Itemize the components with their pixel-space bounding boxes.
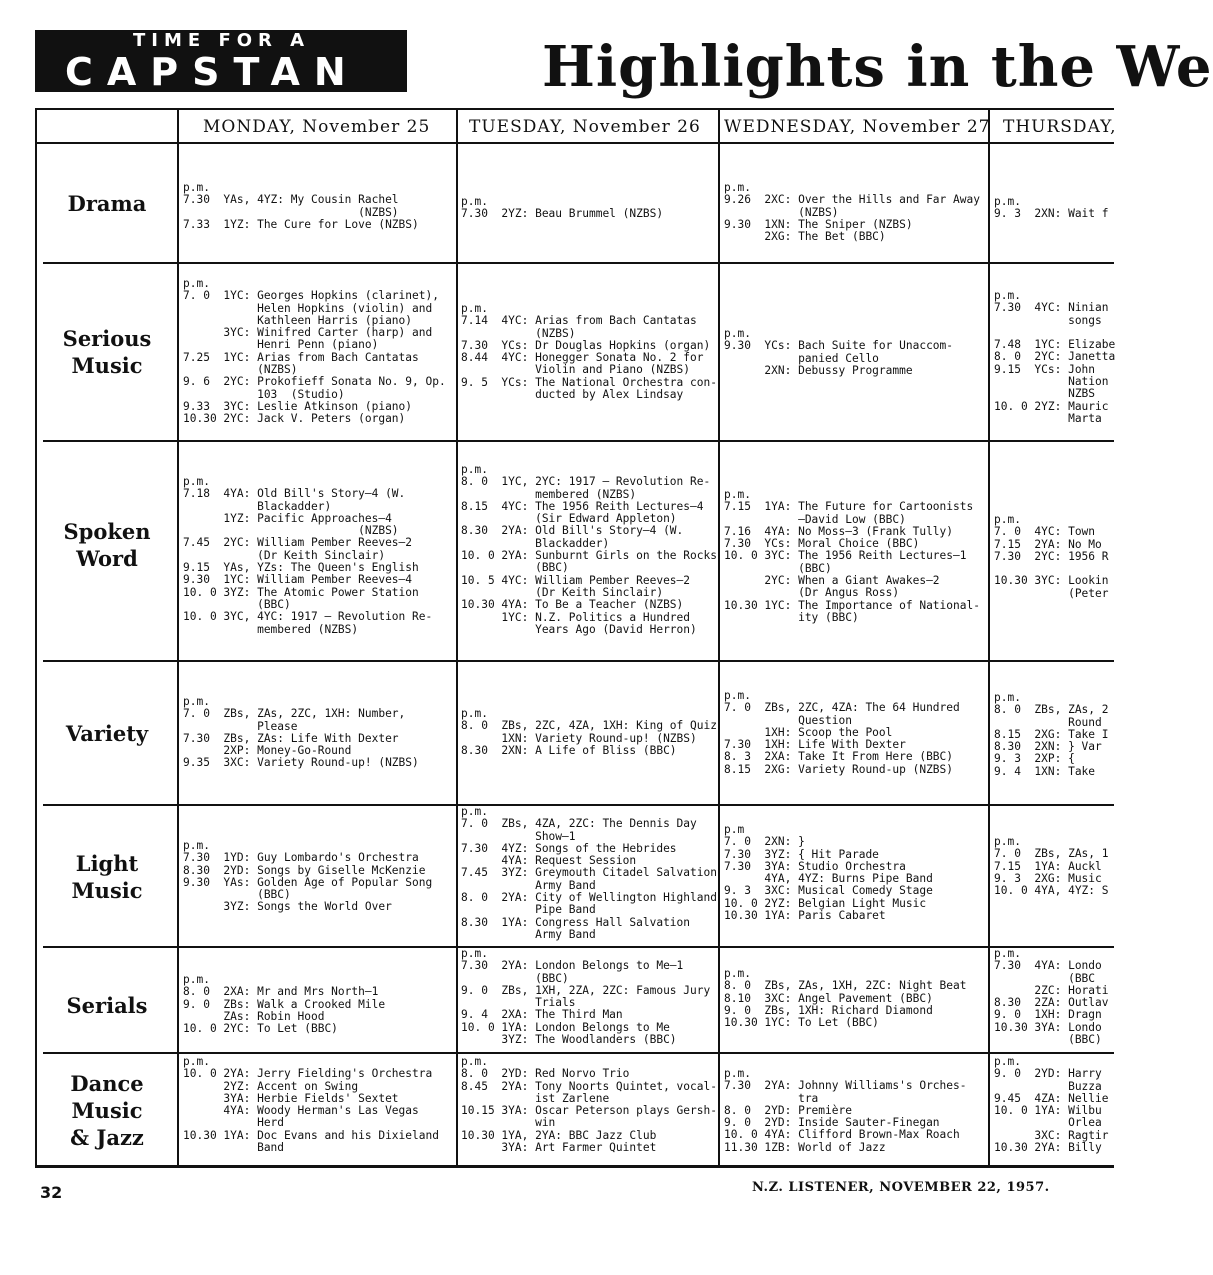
cell-drama-thursday: p.m. 9. 3 2XN: Wait f: [994, 195, 1109, 221]
column-rule: [718, 110, 720, 1165]
column-rule: [988, 110, 990, 1165]
day-header-tuesday: TUESDAY, November 26: [469, 117, 701, 137]
column-rule: [177, 110, 179, 1165]
page-headline: Highlights in the We: [542, 34, 1213, 100]
category-dance-music-jazz: Dance Music & Jazz: [70, 1071, 144, 1150]
cell-spoken-monday: p.m. 7.18 4YA: Old Bill's Story—4 (W. Blackadder) 1YZ: Pacific Approaches—4 (NZBS) 7.45 2YC: William Pember Reeves—2 (Dr Keith Sinclair) 9.15 YAs, YZs: The Queen's English 9.30 1YC: William Pember Reeves—4 10. 0 3YZ: The Atomic Power Station (BBC) 10. 0 3YC, 4YC: 1917 — Revolution Re- membered (NZBS): [183, 475, 433, 636]
banner-line-1: TIME FOR A: [133, 30, 311, 51]
day-header-wednesday: WEDNESDAY, November 27: [724, 117, 991, 137]
cell-serious-tuesday: p.m. 7.14 4YC: Arias from Bach Cantatas (NZBS) 7.30 YCs: Dr Douglas Hopkins (organ) 8.44 4YC: Honegger Sonata No. 2 for Violin and Piano (NZBS) 9. 5 YCs: The National Orchestra con- ducted by Alex Lindsay: [461, 302, 717, 402]
cell-variety-thursday: p.m. 8. 0 ZBs, ZAs, 2 Round 8.15 2XG: Take I 8.30 2XN: } Var 9. 3 2XP: { 9. 4 1XN: Take: [994, 691, 1109, 778]
category-light-music: Light Music: [71, 851, 143, 903]
cell-serious-monday: p.m. 7. 0 1YC: Georges Hopkins (clarinet), Helen Hopkins (violin) and Kathleen Harris (piano) 3YC: Winifred Carter (harp) and Henri Penn (piano) 7.25 1YC: Arias from Bach Cantatas (NZBS) 9. 6 2YC: Prokofieff Sonata No. 9, Op. 103 (Studio) 9.33 3YC: Leslie Atkinson (piano) 10.30 2YC: Jack V. Peters (organ): [183, 277, 446, 426]
cell-spoken-wednesday: p.m. 7.15 1YA: The Future for Cartoonists —David Low (BBC) 7.16 4YA: No Moss—3 (Frank Tully) 7.30 YCs: Moral Choice (BBC) 10. 0 3YC: The 1956 Reith Lectures—1 (BBC) 2YC: When a Giant Awakes—2 (Dr Angus Ross) 10.30 1YC: The Importance of National- ity (BBC): [724, 488, 980, 624]
page-number: 32: [40, 1183, 63, 1202]
cell-spoken-tuesday: p.m. 8. 0 1YC, 2YC: 1917 — Revolution Re- membered (NZBS) 8.15 4YC: The 1956 Reith Lectures—4 (Sir Edward Appleton) 8.30 2YA: Old Bill's Story—4 (W. Blackadder) 10. 0 2YA: Sunburnt Girls on the Rocks (BBC) 10. 5 4YC: William Pember Reeves—2 (Dr Keith Sinclair) 10.30 4YA: To Be a Teacher (NZBS) 1YC: N.Z. Politics a Hundred Years Ago (David Herron): [461, 463, 717, 636]
cell-light-monday: p.m. 7.30 1YD: Guy Lombardo's Orchestra 8.30 2YD: Songs by Giselle McKenzie 9.30 YAs: Golden Age of Popular Song (BBC) 3YZ: Songs the World Over: [183, 839, 433, 914]
cell-light-wednesday: p.m 7. 0 2XN: } 7.30 3YZ: { Hit Parade 7.30 3YA: Studio Orchestra 4YA, 4YZ: Burns Pipe Band 9. 3 3XC: Musical Comedy Stage 10. 0 2YZ: Belgian Light Music 10.30 1YA: Paris Cabaret: [724, 823, 933, 923]
day-header-monday: MONDAY, November 25: [203, 117, 431, 137]
cell-drama-wednesday: p.m. 9.26 2XC: Over the Hills and Far Away (NZBS) 9.30 1XN: The Sniper (NZBS) 2XG: The Bet (BBC): [724, 181, 980, 244]
capstan-banner: [35, 30, 407, 92]
row-rule: [43, 1052, 1114, 1054]
schedule-table: [35, 108, 1117, 1168]
row-rule: [37, 142, 1114, 144]
cell-dance-monday: p.m. 10. 0 2YA: Jerry Fielding's Orchestra 2YZ: Accent on Swing 3YA: Herbie Fields' Sextet 4YA: Woody Herman's Las Vegas Herd 10.30 1YA: Doc Evans and his Dixieland Band: [183, 1055, 439, 1155]
cell-dance-tuesday: p.m. 8. 0 2YD: Red Norvo Trio 8.45 2YA: Tony Noorts Quintet, vocal- ist Zarlene 10.15 3YA: Oscar Peterson plays Gersh- win 10.30 1YA, 2YA: BBC Jazz Club 3YA: Art Farmer Quintet: [461, 1055, 717, 1155]
cell-spoken-thursday: p.m. 7. 0 4YC: Town 7.15 2YA: No Mo 7.30 2YC: 1956 R 10.30 3YC: Lookin (Peter: [994, 513, 1109, 600]
cell-serious-thursday: p.m. 7.30 4YC: Ninian songs 7.48 1YC: Elizabe 8. 0 2YC: Janetta 9.15 YCs: John Nation NZBS 10. 0 2YZ: Mauric Marta: [994, 289, 1116, 425]
cell-serials-wednesday: p.m. 8. 0 ZBs, ZAs, 1XH, 2ZC: Night Beat 8.10 3XC: Angel Pavement (BBC) 9. 0 ZBs, 1XH: Richard Diamond 10.30 1YC: To Let (BBC): [724, 967, 967, 1030]
column-rule: [456, 110, 458, 1165]
cell-dance-wednesday: p.m. 7.30 2YA: Johnny Williams's Orches- tra 8. 0 2YD: Première 9. 0 2YD: Inside Sauter-Finegan 10. 0 4YA: Clifford Brown-Max Roach 11.30 1ZB: World of Jazz: [724, 1067, 967, 1154]
cell-dance-thursday: p.m. 9. 0 2YD: Harry Buzza 9.45 4ZA: Nellie 10. 0 1YA: Wilbu Orlea 3XC: Ragtir 10.30 2YA: Billy: [994, 1055, 1109, 1155]
row-rule: [43, 660, 1114, 662]
day-header-thursday: THURSDAY,: [1003, 117, 1117, 137]
cell-drama-monday: p.m. 7.30 YAs, 4YZ: My Cousin Rachel (NZBS) 7.33 1YZ: The Cure for Love (NZBS): [183, 181, 419, 231]
cell-variety-tuesday: p.m. 8. 0 ZBs, 2ZC, 4ZA, 1XH: King of Quiz 1XN: Variety Round-up! (NZBS) 8.30 2XN: A Life of Bliss (BBC): [461, 707, 717, 757]
banner-line-2: CAPSTAN: [65, 50, 360, 94]
cell-serious-wednesday: p.m. 9.30 YCs: Bach Suite for Unaccom- panied Cello 2XN: Debussy Programme: [724, 327, 954, 377]
cell-serials-tuesday: p.m. 7.30 2YA: London Belongs to Me—1 (BBC) 9. 0 ZBs, 1XH, 2ZA, 2ZC: Famous Jury Trials 9. 4 2XA: The Third Man 10. 0 1YA: London Belongs to Me 3YZ: The Woodlanders (BBC): [461, 947, 711, 1047]
cell-serials-thursday: p.m. 7.30 4YA: Londo (BBC 2ZC: Horati 8.30 2ZA: Outlav 9. 0 1XH: Dragn 10.30 3YA: Londo (BBC): [994, 947, 1109, 1047]
row-rule: [43, 262, 1114, 264]
category-serials: Serials: [66, 993, 148, 1018]
row-rule: [43, 440, 1114, 442]
cell-drama-tuesday: p.m. 7.30 2YZ: Beau Brummel (NZBS): [461, 195, 664, 221]
category-spoken-word: Spoken Word: [63, 519, 151, 571]
publication-line: N.Z. LISTENER, NOVEMBER 22, 1957.: [752, 1180, 1050, 1195]
category-variety: Variety: [65, 721, 149, 746]
cell-variety-monday: p.m. 7. 0 ZBs, ZAs, 2ZC, 1XH: Number, Please 7.30 ZBs, ZAs: Life With Dexter 2XP: Money-Go-Round 9.35 3XC: Variety Round-up! (NZBS): [183, 695, 419, 770]
cell-variety-wednesday: p.m. 7. 0 ZBs, 2ZC, 4ZA: The 64 Hundred Question 1XH: Scoop the Pool 7.30 1XH: Life With Dexter 8. 3 2XA: Take It From Here (BBC) 8.15 2XG: Variety Round-up (NZBS): [724, 689, 960, 776]
cell-light-tuesday: p.m. 7. 0 ZBs, 4ZA, 2ZC: The Dennis Day Show—1 7.30 4YZ: Songs of the Hebrides 4YA: Request Session 7.45 3YZ: Greymouth Citadel Salvation Army Band 8. 0 2YA: City of Wellington Highland Pipe Band 8.30 1YA: Congress Hall Salvation Army Band: [461, 805, 717, 941]
cell-light-thursday: p.m. 7. 0 ZBs, ZAs, 1 7.15 1YA: Auckl 9. 3 2XG: Music 10. 0 4YA, 4YZ: S: [994, 835, 1109, 898]
category-serious-music: Serious Music: [62, 326, 152, 378]
category-drama: Drama: [67, 191, 147, 216]
cell-serials-monday: p.m. 8. 0 2XA: Mr and Mrs North—1 9. 0 ZBs: Walk a Crooked Mile ZAs: Robin Hood 10. 0 2YC: To Let (BBC): [183, 973, 386, 1036]
